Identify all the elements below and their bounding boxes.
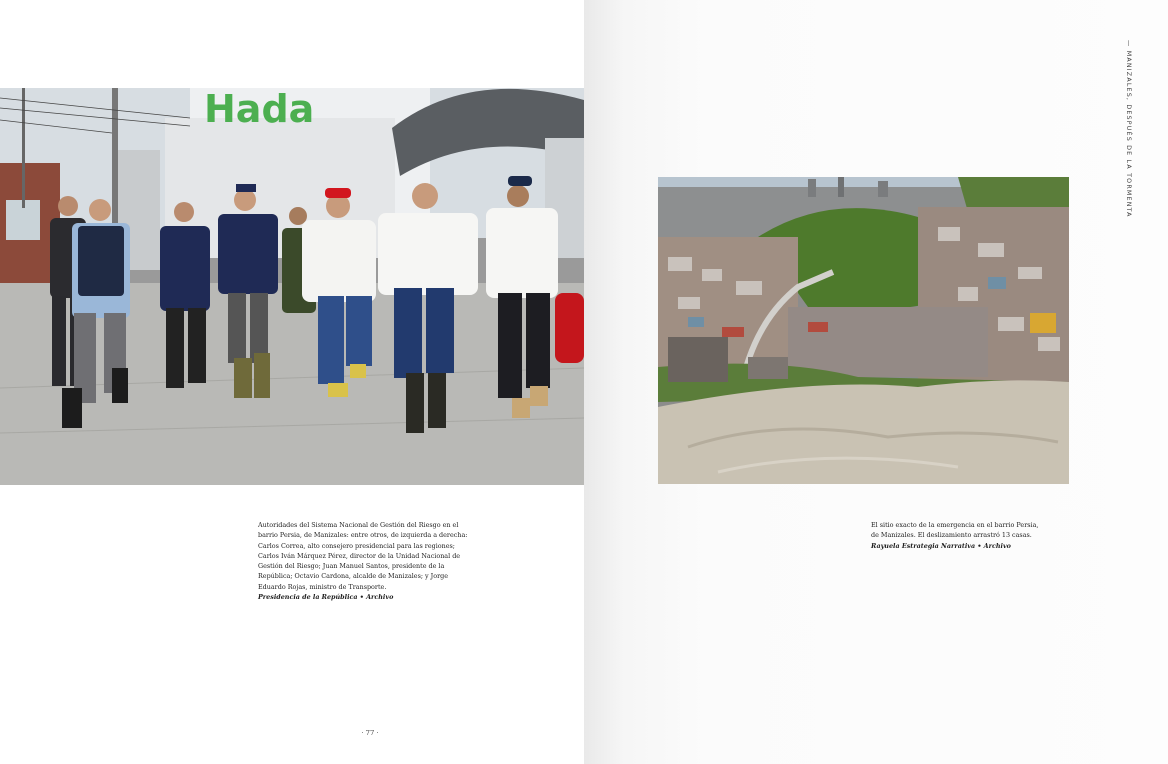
right-photo-caption (871, 520, 1041, 551)
left-caption-credit: Presidencia de la República • Archivo (258, 593, 394, 602)
right-caption-credit: Rayuela Estrategia Narrativa • Archivo (871, 541, 1011, 550)
page-number-wrapper (0, 729, 584, 737)
right-page (584, 0, 1168, 764)
hada-sign-text: Hada (204, 88, 315, 131)
running-head: — MANIZALES, DESPUÉS DE LA TORMENTA (1125, 40, 1132, 218)
page-number: · 77 · (361, 729, 379, 737)
officials-walking-photo (0, 88, 584, 485)
left-photo-caption (258, 520, 470, 602)
right-caption-text: El sitio exacto de la emergencia en el barrio Persia, de Manizales. El deslizamiento arrastró 13 casas. (871, 521, 1039, 540)
landslide-neighborhood-photo (658, 177, 1069, 484)
left-caption-text: Autoridades del Sistema Nacional de Gestión del Riesgo en el barrio Persia, de Manizales: entre otros, de izquierda a derecha: Carlos Correa, alto consejero presidencial para las regiones; Carlos Iván Márquez Pérez, director de la Unidad Nacional de Gestión del Riesgo; Juan Manuel Santos, presidente de la República; Octavio Cardona, alcalde de Manizales; y Jorge Eduardo Rojas, ministro de Transporte. (258, 521, 468, 591)
